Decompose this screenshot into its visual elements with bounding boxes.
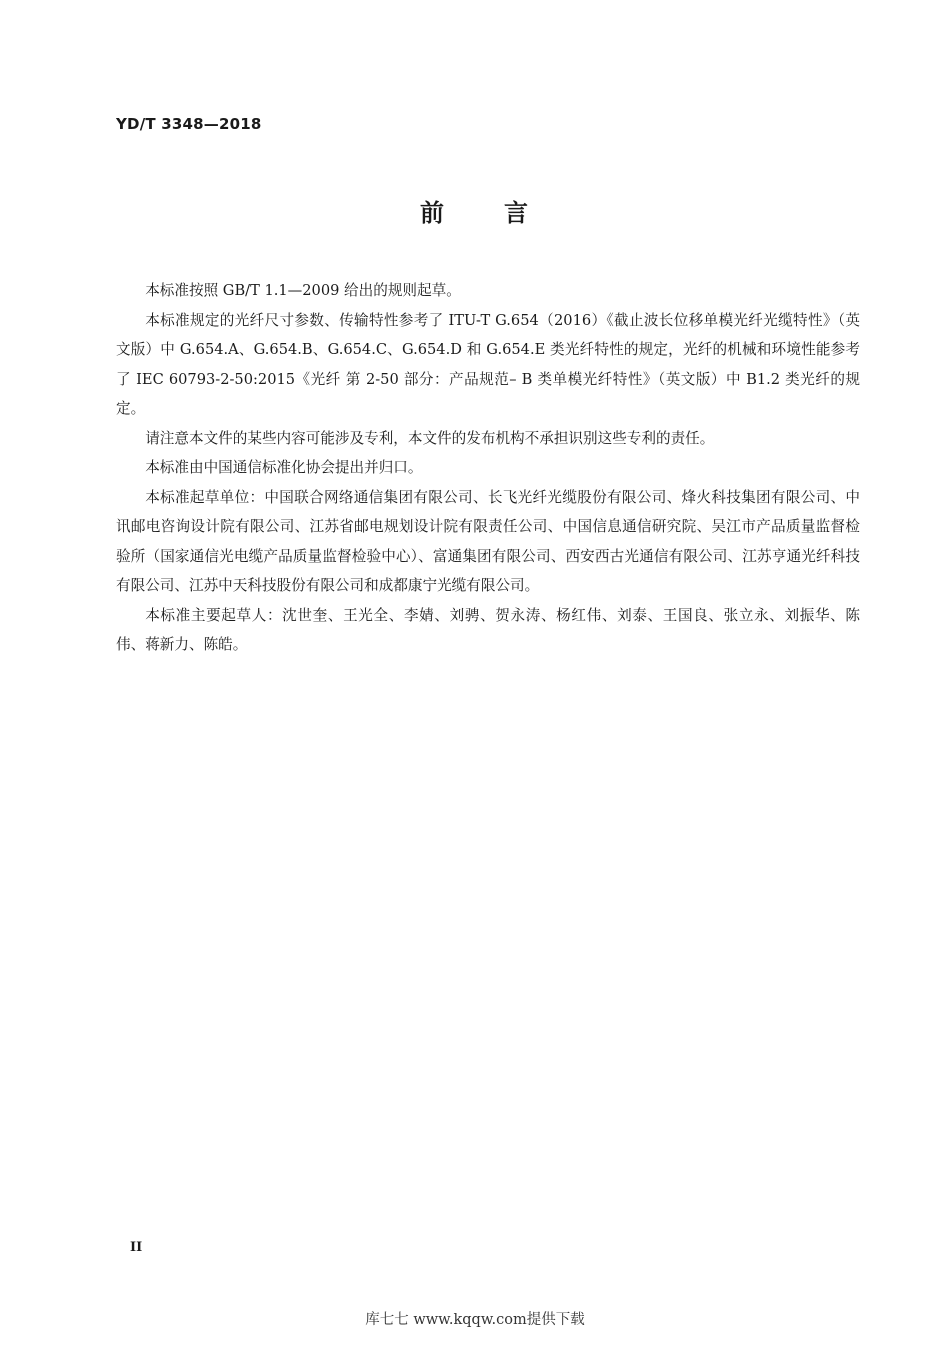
paragraph-drafting-rules: 本标准按照 GB/T 1.1—2009 给出的规则起草。 bbox=[145, 282, 461, 299]
page-title bbox=[0, 193, 950, 228]
page-number: II bbox=[130, 1240, 143, 1255]
paragraph-proposer: 本标准由中国通信标准化协会提出并归口。 bbox=[145, 459, 423, 476]
download-watermark: 库七七 www.kqqw.com提供下载 bbox=[365, 1312, 585, 1328]
standard-number: YD/T 3348—2018 bbox=[116, 115, 262, 133]
page-title-part-2: 言 bbox=[504, 199, 530, 227]
page-title-part-1: 前 bbox=[420, 199, 446, 227]
paragraph-drafting-units: 本标准起草单位：中国联合网络通信集团有限公司、长飞光纤光缆股份有限公司、烽火科技集团有限公司、中讯邮电咨询设计院有限公司、江苏省邮电规划设计院有限责任公司、中国信息通信研究院、吴江市产品质量监督检验所（国家通信光电缆产品质量监督检验中心）、富通集团有限公司、西安西古光通信有限公司、江苏亨通光纤科技有限公司、江苏中天科技股份有限公司和成都康宁光缆有限公司。 bbox=[116, 488, 860, 594]
paragraph-references: 本标准规定的光纤尺寸参数、传输特性参考了 ITU-T G.654（2016）《截止波长位移单模光纤光缆特性》（英文版）中 G.654.A、G.654.B、G.654.C、G.654.D 和 G.654.E 类光纤特性的规定，光纤的机械和环境性能参考了 IEC 60793-2-50:2015《光纤 第 2-50 部分：产品规范– B 类单模光纤特性》（英文版）中 B1.2 类光纤的规定。 bbox=[116, 311, 860, 417]
paragraph-patent-notice: 请注意本文件的某些内容可能涉及专利，本文件的发布机构不承担识别这些专利的责任。 bbox=[145, 429, 715, 447]
foreword-body bbox=[116, 276, 860, 660]
paragraph-drafters: 本标准主要起草人：沈世奎、王光全、李婧、刘骋、贺永涛、杨红伟、刘泰、王国良、张立永、刘振华、陈伟、蒋新力、陈皓。 bbox=[116, 606, 860, 653]
